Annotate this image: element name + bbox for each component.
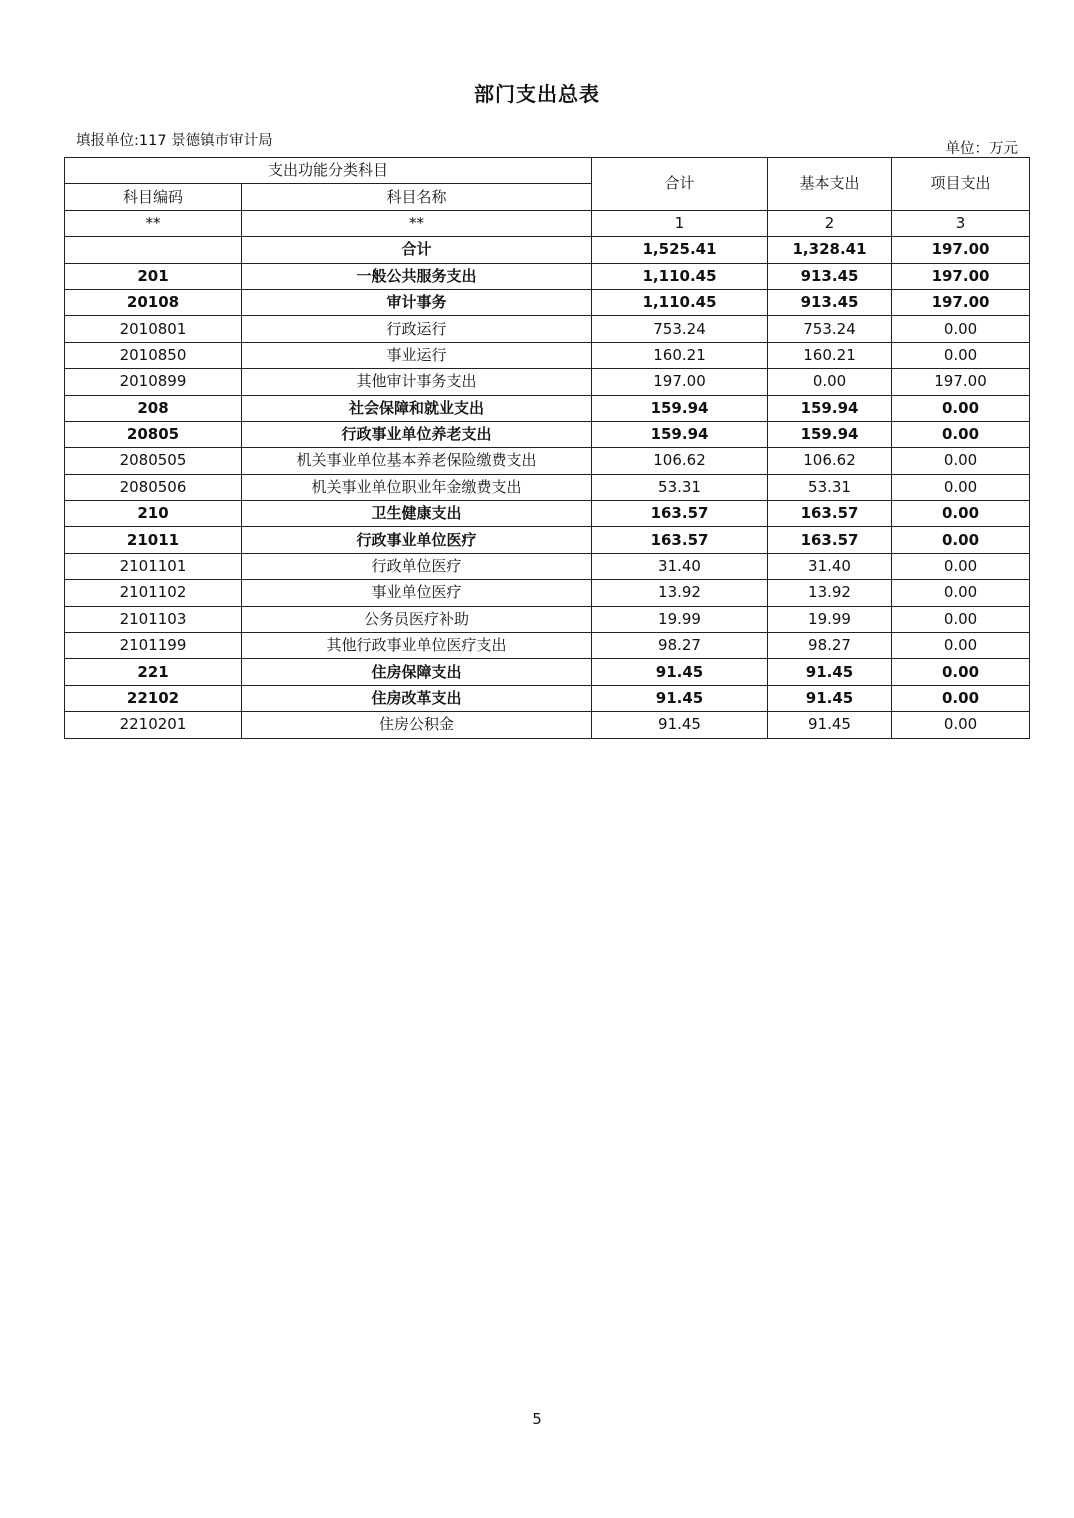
code-cell: 2210201: [65, 712, 242, 738]
total-cell: 1,525.41: [592, 237, 768, 263]
table-row: [65, 237, 1030, 263]
project-cell: 0.00: [892, 421, 1030, 447]
basic-cell: 159.94: [768, 421, 892, 447]
project-cell: 197.00: [892, 289, 1030, 315]
code-cell: 2080505: [65, 448, 242, 474]
name-cell: 社会保障和就业支出: [242, 395, 592, 421]
project-cell: 0.00: [892, 395, 1030, 421]
total-cell: 106.62: [592, 448, 768, 474]
name-cell: 一般公共服务支出: [242, 263, 592, 289]
code-cell: [65, 237, 242, 263]
table-row: [65, 580, 1030, 606]
basic-cell: 0.00: [768, 369, 892, 395]
name-cell: 事业运行: [242, 342, 592, 368]
code-cell: 21011: [65, 527, 242, 553]
table-row: [65, 342, 1030, 368]
total-cell: 91.45: [592, 659, 768, 685]
header-row-1: [65, 158, 1030, 184]
code-cell: 2010899: [65, 369, 242, 395]
filler-unit-label: 填报单位:117 景德镇市审计局: [76, 133, 273, 149]
basic-cell: 13.92: [768, 580, 892, 606]
basic-cell: 91.45: [768, 659, 892, 685]
name-cell: 其他审计事务支出: [242, 369, 592, 395]
project-cell: 0.00: [892, 606, 1030, 632]
total-cell: 19.99: [592, 606, 768, 632]
total-cell: 1,110.45: [592, 263, 768, 289]
code-cell: 2010801: [65, 316, 242, 342]
total-cell: 91.45: [592, 685, 768, 711]
page-title: 部门支出总表: [474, 82, 600, 106]
table-row: [65, 395, 1030, 421]
code-cell: 22102: [65, 685, 242, 711]
name-cell: 行政事业单位养老支出: [242, 421, 592, 447]
name-cell: 住房公积金: [242, 712, 592, 738]
table-row: [65, 553, 1030, 579]
table-row: [65, 263, 1030, 289]
page-number: 5: [532, 1410, 542, 1428]
name-cell: 行政事业单位医疗: [242, 527, 592, 553]
header-project: 项目支出: [892, 158, 1030, 211]
total-cell: 1,110.45: [592, 289, 768, 315]
total-cell: 160.21: [592, 342, 768, 368]
code-cell: 2101103: [65, 606, 242, 632]
name-cell: 行政单位医疗: [242, 553, 592, 579]
project-cell: 0.00: [892, 448, 1030, 474]
name-cell: 合计: [242, 237, 592, 263]
table-body: [65, 237, 1030, 738]
project-cell: 0.00: [892, 580, 1030, 606]
project-cell: 0.00: [892, 633, 1030, 659]
name-cell: 其他行政事业单位医疗支出: [242, 633, 592, 659]
basic-cell: 163.57: [768, 501, 892, 527]
total-cell: 163.57: [592, 527, 768, 553]
project-cell: 197.00: [892, 263, 1030, 289]
total-cell: 197.00: [592, 369, 768, 395]
header-index-row: [65, 210, 1030, 236]
table-row: [65, 316, 1030, 342]
code-cell: 201: [65, 263, 242, 289]
basic-cell: 106.62: [768, 448, 892, 474]
header-code: 科目编码: [65, 184, 242, 210]
table-row: [65, 527, 1030, 553]
header-total: 合计: [592, 158, 768, 211]
basic-cell: 91.45: [768, 712, 892, 738]
code-cell: 210: [65, 501, 242, 527]
header-function-group: 支出功能分类科目: [65, 158, 592, 184]
code-cell: 20108: [65, 289, 242, 315]
name-cell: 机关事业单位基本养老保险缴费支出: [242, 448, 592, 474]
name-cell: 机关事业单位职业年金缴费支出: [242, 474, 592, 500]
code-cell: 221: [65, 659, 242, 685]
basic-cell: 91.45: [768, 685, 892, 711]
code-cell: 2080506: [65, 474, 242, 500]
code-cell: 2101101: [65, 553, 242, 579]
name-cell: 行政运行: [242, 316, 592, 342]
code-cell: 2010850: [65, 342, 242, 368]
project-cell: 197.00: [892, 237, 1030, 263]
table-row: [65, 659, 1030, 685]
header-name: 科目名称: [242, 184, 592, 210]
name-cell: 卫生健康支出: [242, 501, 592, 527]
project-cell: 0.00: [892, 659, 1030, 685]
index-cell: **: [242, 210, 592, 236]
project-cell: 197.00: [892, 369, 1030, 395]
index-cell: 1: [592, 210, 768, 236]
total-cell: 159.94: [592, 421, 768, 447]
project-cell: 0.00: [892, 527, 1030, 553]
table-row: [65, 712, 1030, 738]
project-cell: 0.00: [892, 316, 1030, 342]
header-basic: 基本支出: [768, 158, 892, 211]
name-cell: 住房保障支出: [242, 659, 592, 685]
table-row: [65, 606, 1030, 632]
total-cell: 159.94: [592, 395, 768, 421]
table-row: [65, 474, 1030, 500]
project-cell: 0.00: [892, 501, 1030, 527]
currency-unit-label: 单位：万元: [945, 141, 1018, 157]
index-cell: **: [65, 210, 242, 236]
table-row: [65, 421, 1030, 447]
name-cell: 事业单位医疗: [242, 580, 592, 606]
table-row: [65, 685, 1030, 711]
code-cell: 2101102: [65, 580, 242, 606]
total-cell: 163.57: [592, 501, 768, 527]
name-cell: 住房改革支出: [242, 685, 592, 711]
total-cell: 91.45: [592, 712, 768, 738]
basic-cell: 160.21: [768, 342, 892, 368]
expenditure-table: [64, 157, 1030, 739]
code-cell: 2101199: [65, 633, 242, 659]
basic-cell: 1,328.41: [768, 237, 892, 263]
basic-cell: 98.27: [768, 633, 892, 659]
project-cell: 0.00: [892, 342, 1030, 368]
basic-cell: 31.40: [768, 553, 892, 579]
total-cell: 31.40: [592, 553, 768, 579]
total-cell: 53.31: [592, 474, 768, 500]
table-row: [65, 448, 1030, 474]
total-cell: 753.24: [592, 316, 768, 342]
basic-cell: 19.99: [768, 606, 892, 632]
project-cell: 0.00: [892, 685, 1030, 711]
index-cell: 2: [768, 210, 892, 236]
basic-cell: 753.24: [768, 316, 892, 342]
index-cell: 3: [892, 210, 1030, 236]
code-cell: 20805: [65, 421, 242, 447]
table-row: [65, 633, 1030, 659]
basic-cell: 913.45: [768, 289, 892, 315]
basic-cell: 913.45: [768, 263, 892, 289]
table-row: [65, 289, 1030, 315]
total-cell: 98.27: [592, 633, 768, 659]
basic-cell: 53.31: [768, 474, 892, 500]
name-cell: 公务员医疗补助: [242, 606, 592, 632]
code-cell: 208: [65, 395, 242, 421]
basic-cell: 163.57: [768, 527, 892, 553]
project-cell: 0.00: [892, 553, 1030, 579]
total-cell: 13.92: [592, 580, 768, 606]
table-row: [65, 369, 1030, 395]
basic-cell: 159.94: [768, 395, 892, 421]
table-row: [65, 501, 1030, 527]
project-cell: 0.00: [892, 712, 1030, 738]
project-cell: 0.00: [892, 474, 1030, 500]
name-cell: 审计事务: [242, 289, 592, 315]
